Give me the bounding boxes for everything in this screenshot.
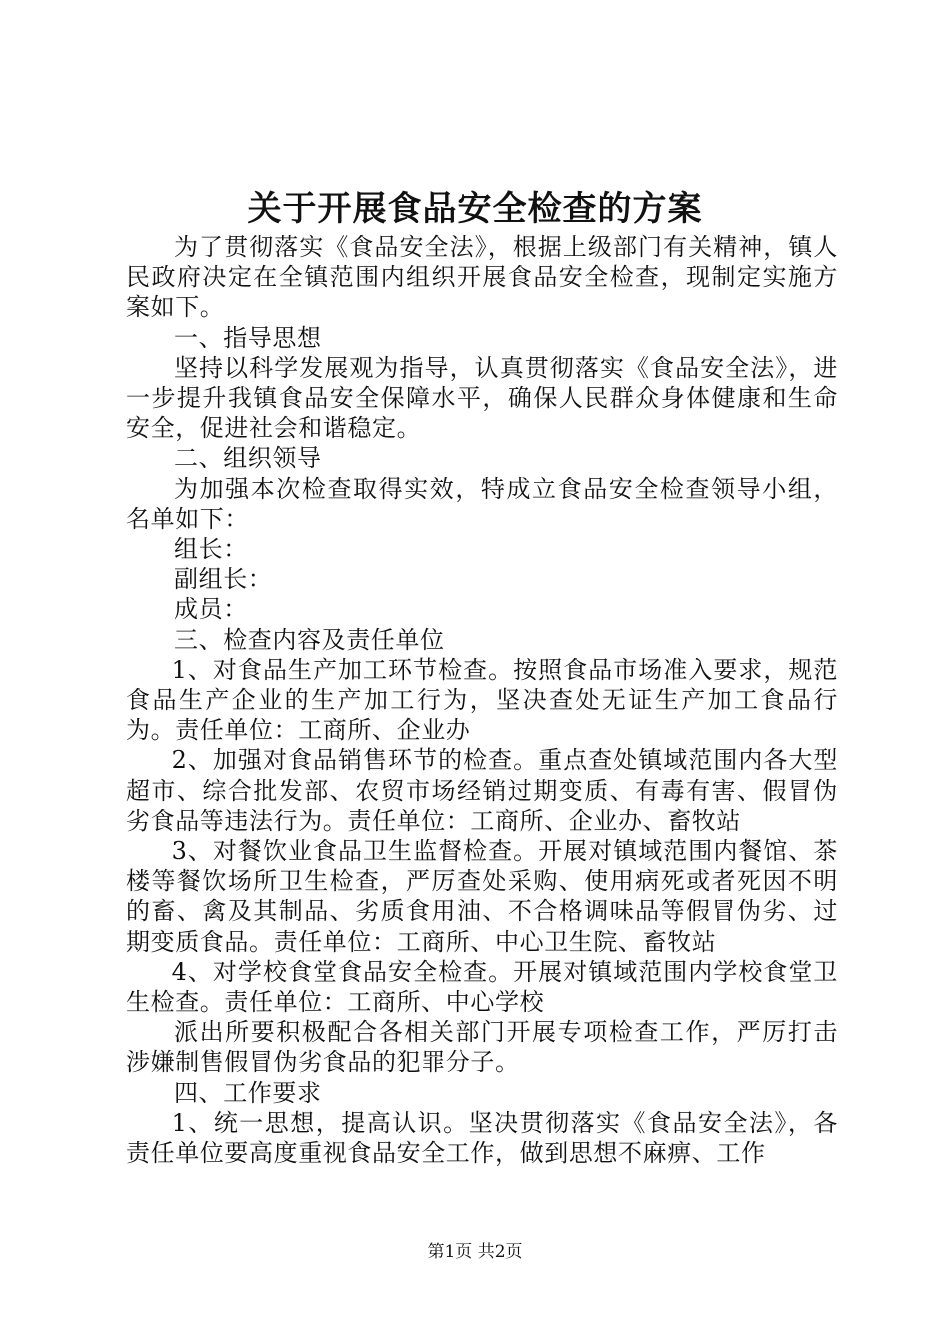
document-title: 关于开展食品安全检查的方案: [247, 189, 703, 229]
paragraph-intro: 为了贯彻落实《食品安全法》，根据上级部门有关精神，镇人民政府决定在全镇范围内组织开展食品安全检查，现制定实施方案如下。: [126, 233, 838, 322]
page-number: 第1页 共2页: [427, 1242, 523, 1262]
paragraph-police-cooperation: 派出所要积极配合各相关部门开展专项检查工作，严厉打击涉嫌制售假冒伪劣食品的犯罪分子。: [126, 1018, 838, 1077]
heading-organization: 二、组织领导: [174, 444, 322, 473]
paragraph-requirement-1: 1、统一思想，提高认识。坚决贯彻落实《食品安全法》，各责任单位要高度重视食品安全工作，做到思想不麻痹、工作: [126, 1108, 838, 1168]
heading-guiding-thought: 一、指导思想: [174, 323, 322, 352]
heading-work-requirements: 四、工作要求: [174, 1078, 322, 1107]
paragraph-inspection-2: 2、加强对食品销售环节的检查。重点查处镇域范围内各大型超市、综合批发部、农贸市场经销过期变质、有毒有害、假冒伪劣食品等违法行为。责任单位：工商所、企业办、畜牧站: [126, 746, 838, 835]
paragraph-inspection-1: 1、对食品生产加工环节检查。按照食品市场准入要求，规范食品生产企业的生产加工行为，坚决查处无证生产加工食品行为。责任单位：工商所、企业办: [126, 655, 838, 745]
paragraph-inspection-3: 3、对餐饮业食品卫生监督检查。开展对镇域范围内餐馆、茶楼等餐饮场所卫生检查，严厉查处采购、使用病死或者死因不明的畜、禽及其制品、劣质食用油、不合格调味品等假冒伪劣、过期变质食品。责任单位：工商所、中心卫生院、畜牧站: [126, 837, 838, 956]
item-members: 成员：: [174, 595, 248, 624]
item-group-leader: 组长：: [174, 535, 248, 564]
heading-inspection-content: 三、检查内容及责任单位: [174, 625, 445, 654]
paragraph-inspection-4: 4、对学校食堂食品安全检查。开展对镇域范围内学校食堂卫生检查。责任单位：工商所、中心学校: [126, 957, 838, 1017]
item-deputy-leader: 副组长：: [174, 565, 273, 594]
document-body: [126, 232, 838, 1168]
paragraph-guiding-thought: 坚持以科学发展观为指导，认真贯彻落实《食品安全法》，进一步提升我镇食品安全保障水平，确保人民群众身体健康和生命安全，促进社会和谐稳定。: [126, 353, 838, 443]
paragraph-organization: 为加强本次检查取得实效，特成立食品安全检查领导小组，名单如下：: [126, 474, 838, 533]
